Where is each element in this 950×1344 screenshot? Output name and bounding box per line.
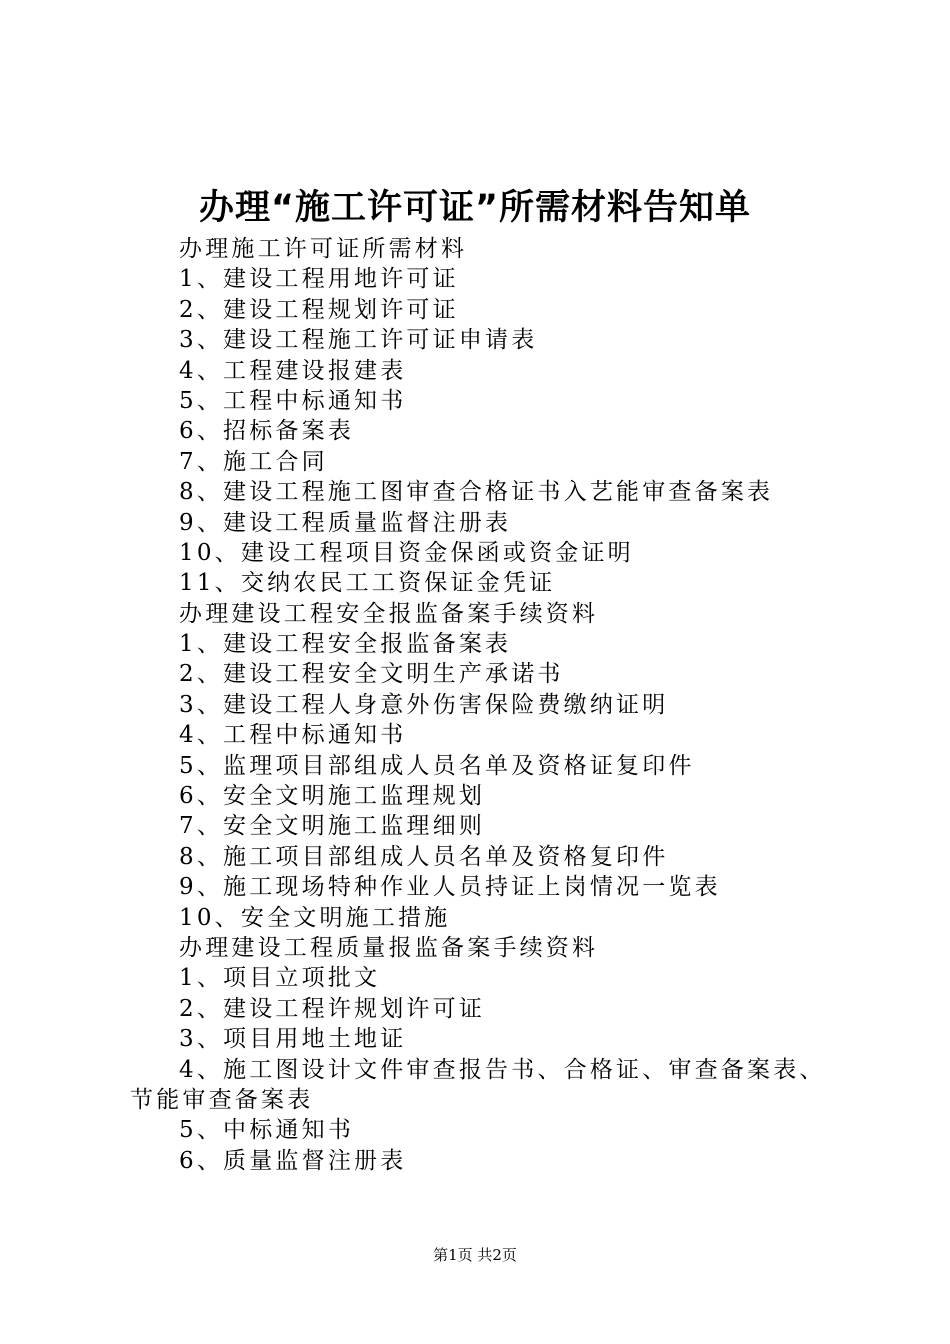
list-item: 3、项目用地土地证 [179, 1026, 407, 1053]
list-item: 2、建设工程安全文明生产承诺书 [179, 661, 564, 688]
list-item: 8、建设工程施工图审查合格证书入艺能审查备案表 [179, 479, 774, 506]
list-item: 6、招标备案表 [179, 418, 355, 445]
list-item: 8、施工项目部组成人员名单及资格复印件 [179, 843, 669, 870]
list-item: 9、建设工程质量监督注册表 [179, 509, 512, 536]
list-item: 3、建设工程施工许可证申请表 [179, 327, 538, 354]
list-item: 11、交纳农民工工资保证金凭证 [179, 570, 556, 597]
section-heading: 办理施工许可证所需材料 [179, 236, 468, 262]
list-item: 10、建设工程项目资金保函或资金证明 [179, 539, 634, 566]
list-item: 3、建设工程人身意外伤害保险费缴纳证明 [179, 691, 669, 718]
list-item: 1、建设工程安全报监备案表 [179, 631, 512, 658]
list-item: 4、施工图设计文件审查报告书、合格证、审查备案表、节能审查备案表 [130, 1056, 826, 1113]
document-title: 办理“施工许可证”所需材料告知单 [198, 188, 751, 228]
list-item: 9、施工现场特种作业人员持证上岗情况一览表 [179, 874, 721, 901]
list-item: 7、施工合同 [179, 448, 328, 475]
document-body [130, 234, 830, 1176]
list-item: 2、建设工程许规划许可证 [179, 995, 486, 1022]
list-item: 4、工程建设报建表 [179, 357, 407, 384]
list-item: 1、项目立项批文 [179, 965, 381, 992]
section-heading: 办理建设工程质量报监备案手续资料 [179, 934, 599, 961]
list-item: 6、质量监督注册表 [179, 1147, 407, 1174]
list-item: 5、中标通知书 [179, 1117, 355, 1144]
list-item: 5、工程中标通知书 [179, 387, 407, 414]
list-item: 10、安全文明施工措施 [179, 904, 451, 931]
list-item: 6、安全文明施工监理规划 [179, 783, 486, 810]
page-footer: 第1页 共2页 [433, 1246, 517, 1264]
list-item: 7、安全文明施工监理细则 [179, 813, 486, 840]
list-item: 4、工程中标通知书 [179, 722, 407, 749]
list-item: 2、建设工程规划许可证 [179, 296, 459, 323]
section-heading: 办理建设工程安全报监备案手续资料 [179, 600, 599, 627]
list-item: 1、建设工程用地许可证 [179, 266, 459, 293]
list-item: 5、监理项目部组成人员名单及资格证复印件 [179, 752, 695, 779]
